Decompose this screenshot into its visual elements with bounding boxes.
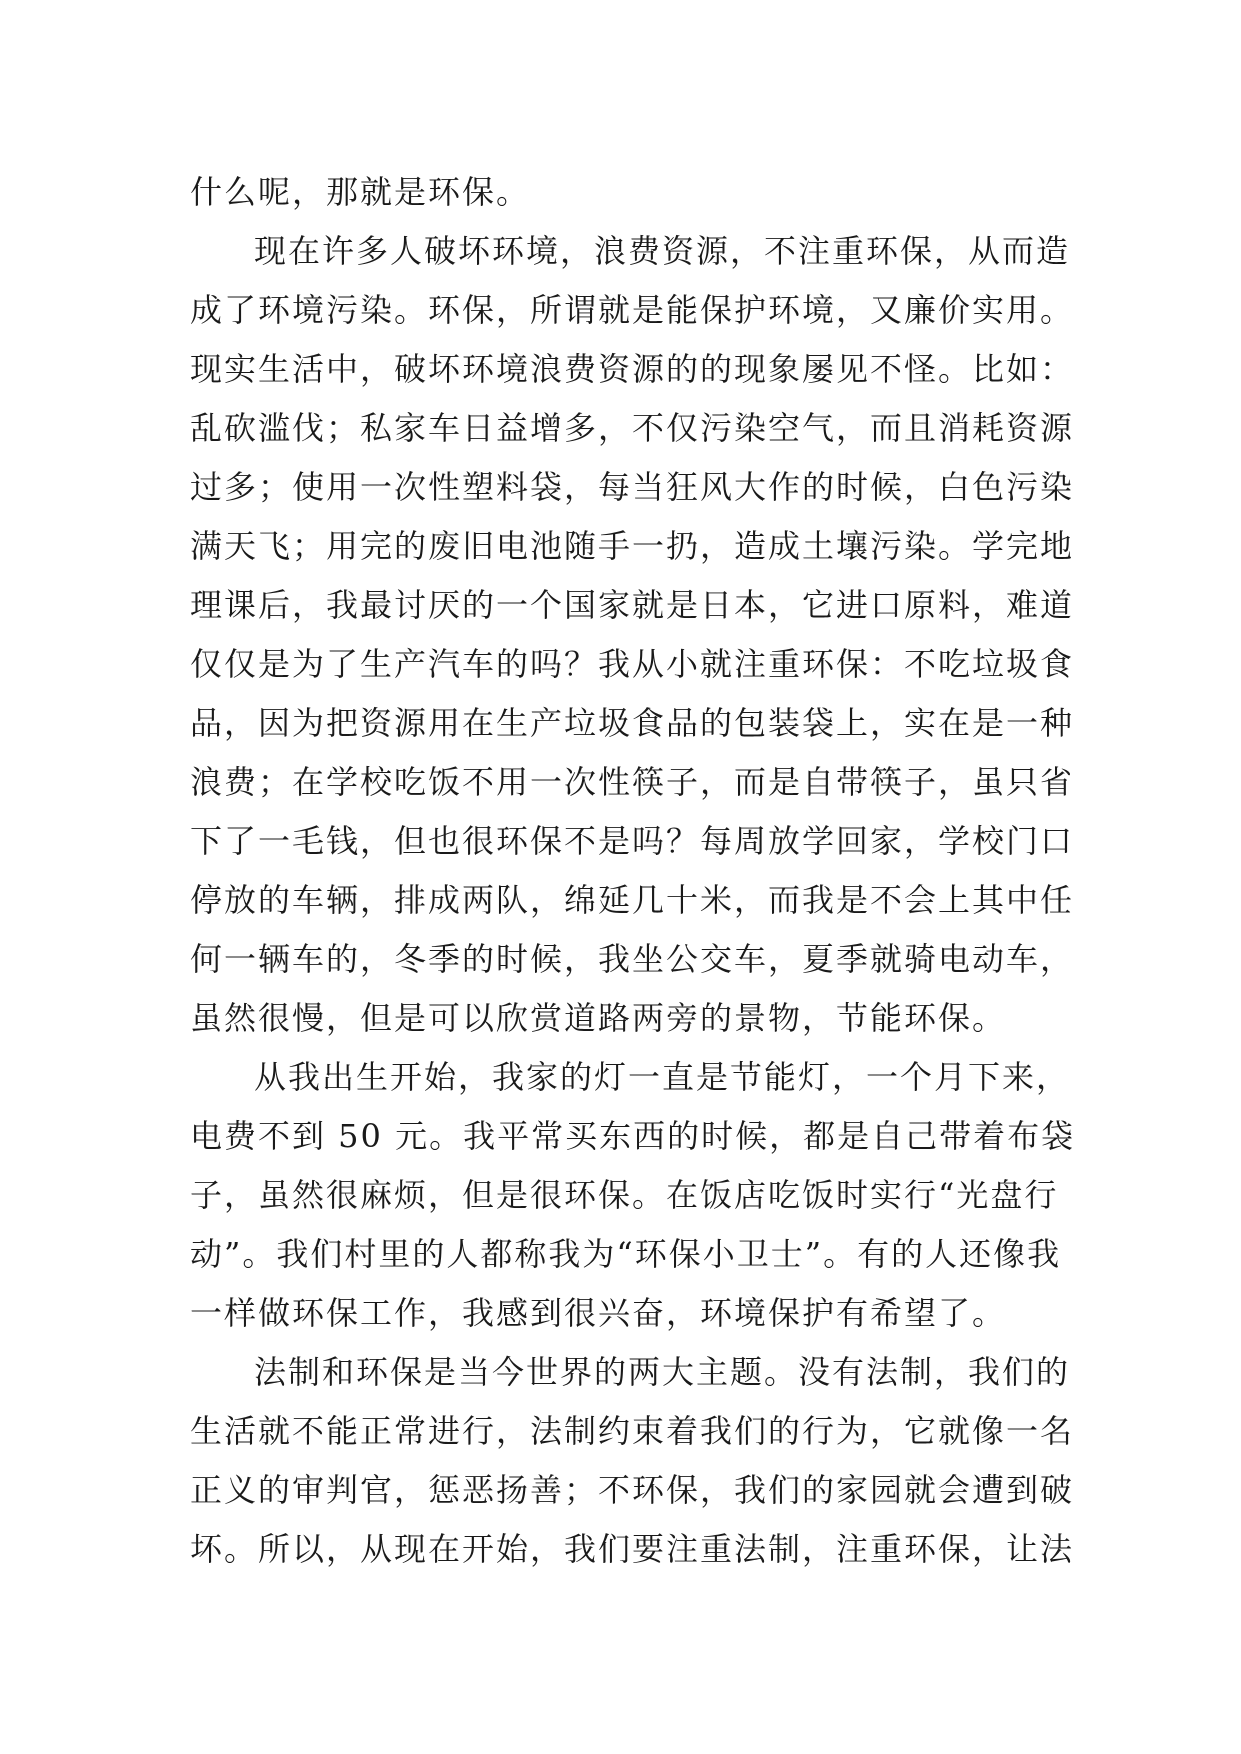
text-line: 从我出生开始，我家的灯一直是节能灯，一个月下来，	[254, 1058, 1071, 1096]
text-line: 下了一毛钱，但也很环保不是吗？每周放学回家，学校门口	[190, 822, 1075, 860]
text-line: 坏。所以，从现在开始，我们要注重法制，注重环保，让法	[190, 1530, 1075, 1568]
text-line: 满天飞；用完的废旧电池随手一扔，造成土壤污染。学完地	[190, 527, 1075, 565]
text-line: 理课后，我最讨厌的一个国家就是日本，它进口原料，难道	[190, 586, 1075, 624]
text-line: 子，虽然很麻烦，但是很环保。在饭店吃饭时实行“光盘行	[190, 1176, 1059, 1214]
text-line: 动”。我们村里的人都称我为“环保小卫士”。有的人还像我	[190, 1235, 1062, 1273]
text-line: 电费不到 50 元。我平常买东西的时候，都是自己带着布袋	[190, 1117, 1076, 1155]
text-line: 虽然很慢，但是可以欣赏道路两旁的景物，节能环保。	[190, 999, 1007, 1037]
text-line: 何一辆车的，冬季的时候，我坐公交车，夏季就骑电动车，	[190, 940, 1075, 978]
text-line: 什么呢，那就是环保。	[190, 173, 531, 211]
text-line: 成了环境污染。环保，所谓就是能保护环境，又廉价实用。	[190, 291, 1075, 329]
document-body	[190, 163, 1076, 1579]
text-line: 正义的审判官，惩恶扬善；不环保，我们的家园就会遭到破	[190, 1471, 1075, 1509]
text-line: 现在许多人破坏环境，浪费资源，不注重环保，从而造	[254, 232, 1071, 270]
text-line: 过多；使用一次性塑料袋，每当狂风大作的时候，白色污染	[190, 468, 1075, 506]
text-line: 生活就不能正常进行，法制约束着我们的行为，它就像一名	[190, 1412, 1075, 1450]
text-line: 仅仅是为了生产汽车的吗？我从小就注重环保：不吃垃圾食	[190, 645, 1075, 683]
text-line: 乱砍滥伐；私家车日益增多，不仅污染空气，而且消耗资源	[190, 409, 1075, 447]
paragraph	[190, 163, 1050, 222]
text-line: 品，因为把资源用在生产垃圾食品的包装袋上，实在是一种	[190, 704, 1075, 742]
paragraph	[190, 1343, 1075, 1579]
text-line: 一样做环保工作，我感到很兴奋，环境保护有希望了。	[190, 1294, 1007, 1332]
text-line: 停放的车辆，排成两队，绵延几十米，而我是不会上其中任	[190, 881, 1075, 919]
text-line: 法制和环保是当今世界的两大主题。没有法制，我们的	[254, 1353, 1071, 1391]
paragraph	[190, 1048, 1076, 1343]
text-line: 浪费；在学校吃饭不用一次性筷子，而是自带筷子，虽只省	[190, 763, 1075, 801]
text-line: 现实生活中，破坏环境浪费资源的的现象屡见不怪。比如：	[190, 350, 1075, 388]
paragraph	[190, 222, 1075, 1048]
